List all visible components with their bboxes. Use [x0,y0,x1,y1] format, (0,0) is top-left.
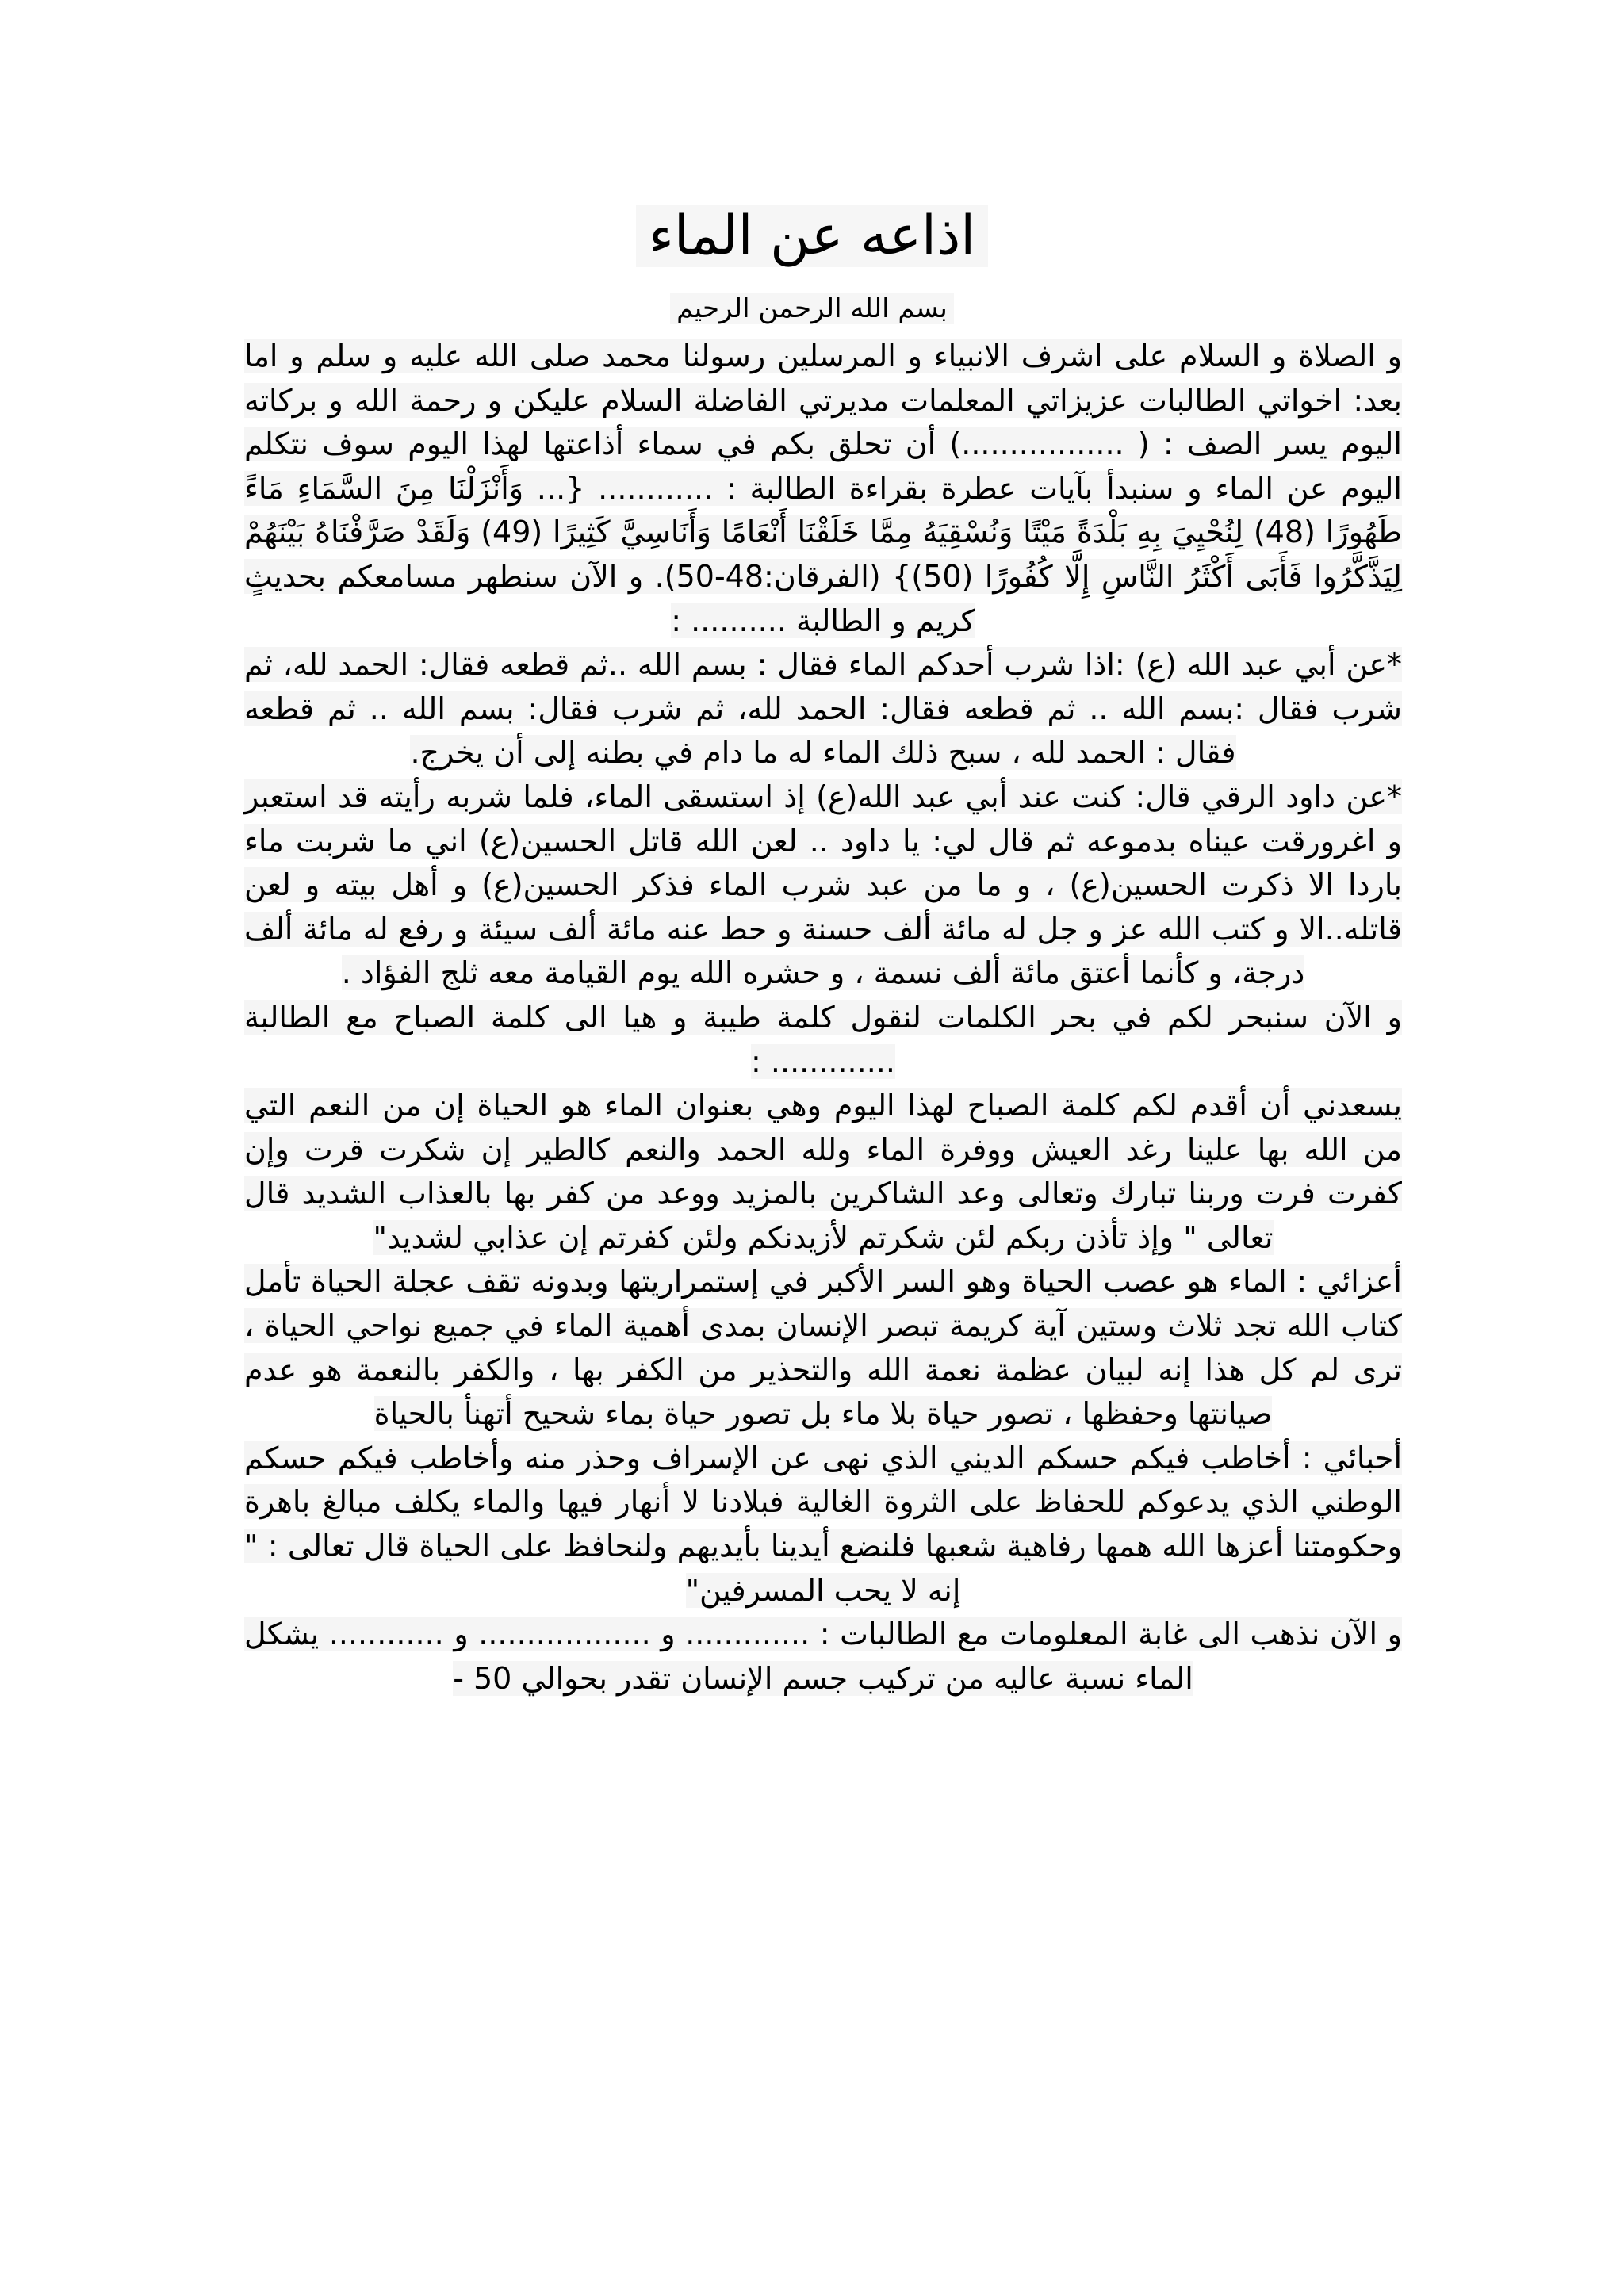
hadith-paragraph-1 [244,643,1402,775]
paragraph-text: يسعدني أن أقدم لكم كلمة الصباح لهذا اليوم وهي بعنوان الماء هو الحياة إن من النعم التي من الله بها علينا رغد العيش ووفرة الماء ولله الحمد والنعم كالطير إن شكرت قرت وإن كفرت فرت وربنا تبارك وتعالى وعد الشاكرين بالمزيد ووعد من كفر بها بالعذاب الشديد قال تعالى " وإذ تأذن ربكم لئن شكرتم لأزيدنكم ولئن كفرتم إن عذابي لشديد" [244,1088,1402,1255]
basmala-line [0,290,1624,327]
paragraph-text: *عن أبي عبد الله (ع) :اذا شرب أحدكم الماء فقال : بسم الله ..ثم قطعه فقال: الحمد لله، ثم شرب فقال :بسم الله .. ثم قطعه فقال: الحمد لله، ثم شرب فقال: بسم الله .. ثم قطعه فقال : الحمد لله ، سبح ذلك الماء له ما دام في بطنه إلى أن يخرج. [244,647,1402,771]
hadith-paragraph-2 [244,775,1402,996]
paragraph-text: أحبائي : أخاطب فيكم حسكم الديني الذي نهى عن الإسراف وحذر منه وأخاطب فيكم حسكم الوطني الذي يدعوكم للحفاظ على الثروة الغالية فبلادنا لا أنهار فيها والماء يكلف مبالغ باهرة وحكومتنا أعزها الله همها رفاهية شعبها فلنضع أيدينا بأيديهم ولنحافظ على الحياة قال تعالى : " إنه لا يحب المسرفين" [244,1440,1402,1608]
paragraph-text: و الآن نذهب الى غابة المعلومات مع الطالبات : ............. و .................. و ............ يشكل الماء نسبة عاليه من تركيب جسم الإنسان تقدر بحوالي 50 - [244,1617,1402,1696]
page-title [0,198,1624,274]
paragraph-text: أعزائي : الماء هو عصب الحياة وهو السر الأكبر في إستمراريتها وبدونه تقف عجلة الحياة تأمل كتاب الله تجد ثلاث وستين آية كريمة تبصر الإنسان بمدى أهمية الماء في جميع نواحي الحياة ، ترى لم كل هذا إنه لبيان عظمة نعمة الله والتحذير من الكفر بها ، والكفر بالنعمة هو عدم صيانتها وحفظها ، تصور حياة بلا ماء بل تصور حياة بماء شحيح أتهنأ بالحياة [244,1264,1402,1432]
transition-paragraph [244,996,1402,1084]
info-forest-paragraph [244,1613,1402,1701]
title-text: اذاعه عن الماء [636,205,988,267]
paragraph-text: *عن داود الرقي قال: كنت عند أبي عبد الله(ع) إذ استسقى الماء، فلما شربه رأيته قد استعبر و اغرورقت عيناه بدموعه ثم قال لي: يا داود .. لعن الله قاتل الحسين(ع) اني ما شربت ماء باردا الا ذكرت الحسين(ع) ، و ما من عبد شرب الماء فذكر الحسين(ع) و أهل بيته و لعن قاتله..الا و كتب الله عز و جل له مائة ألف حسنة و حط عنه مائة ألف سيئة و رفع له مائة ألف درجة، و كأنما أعتق مائة ألف نسمة ، و حشره الله يوم القيامة معه ثلج الفؤاد . [244,779,1402,991]
basmala-text: بسم الله الرحمن الرحيم [670,293,954,324]
paragraph-text: و الآن سنبحر لكم في بحر الكلمات لنقول كلمة طيبة و هيا الى كلمة الصباح مع الطالبة ............. : [244,999,1402,1079]
beloved-paragraph [244,1437,1402,1613]
dear-ones-paragraph [244,1260,1402,1436]
paragraph-text: و الصلاة و السلام على اشرف الانبياء و المرسلين رسولنا محمد صلى الله عليه و سلم و اما بعد: اخواتي الطالبات عزيزاتي المعلمات مديرتي الفاضلة السلام عليكن و رحمة الله و بركاته اليوم يسر الصف : ( .................) أن تحلق بكم في سماء أذاعتها لهذا اليوم سوف نتكلم اليوم عن الماء و سنبدأ بآيات عطرة بقراءة الطالبة : ............ {... وَأَنْزَلْنَا مِنَ السَّمَاءِ مَاءً طَهُورًا (48) لِنُحْيِيَ بِهِ بَلْدَةً مَيْتًا وَنُسْقِيَهُ مِمَّا خَلَقْنَا أَنْعَامًا وَأَنَاسِيَّ كَثِيرًا (49) وَلَقَدْ صَرَّفْنَاهُ بَيْنَهُمْ لِيَذَّكَّرُوا فَأَبَى أَكْثَرُ النَّاسِ إِلَّا كُفُورًا (50)} (الفرقان:48-50). و الآن سنطهر مسامعكم بحديثٍ كريم و الطالبة .......... : [244,339,1403,638]
document-body [244,335,1402,1701]
intro-paragraph [244,335,1402,643]
morning-word-paragraph [244,1084,1402,1260]
